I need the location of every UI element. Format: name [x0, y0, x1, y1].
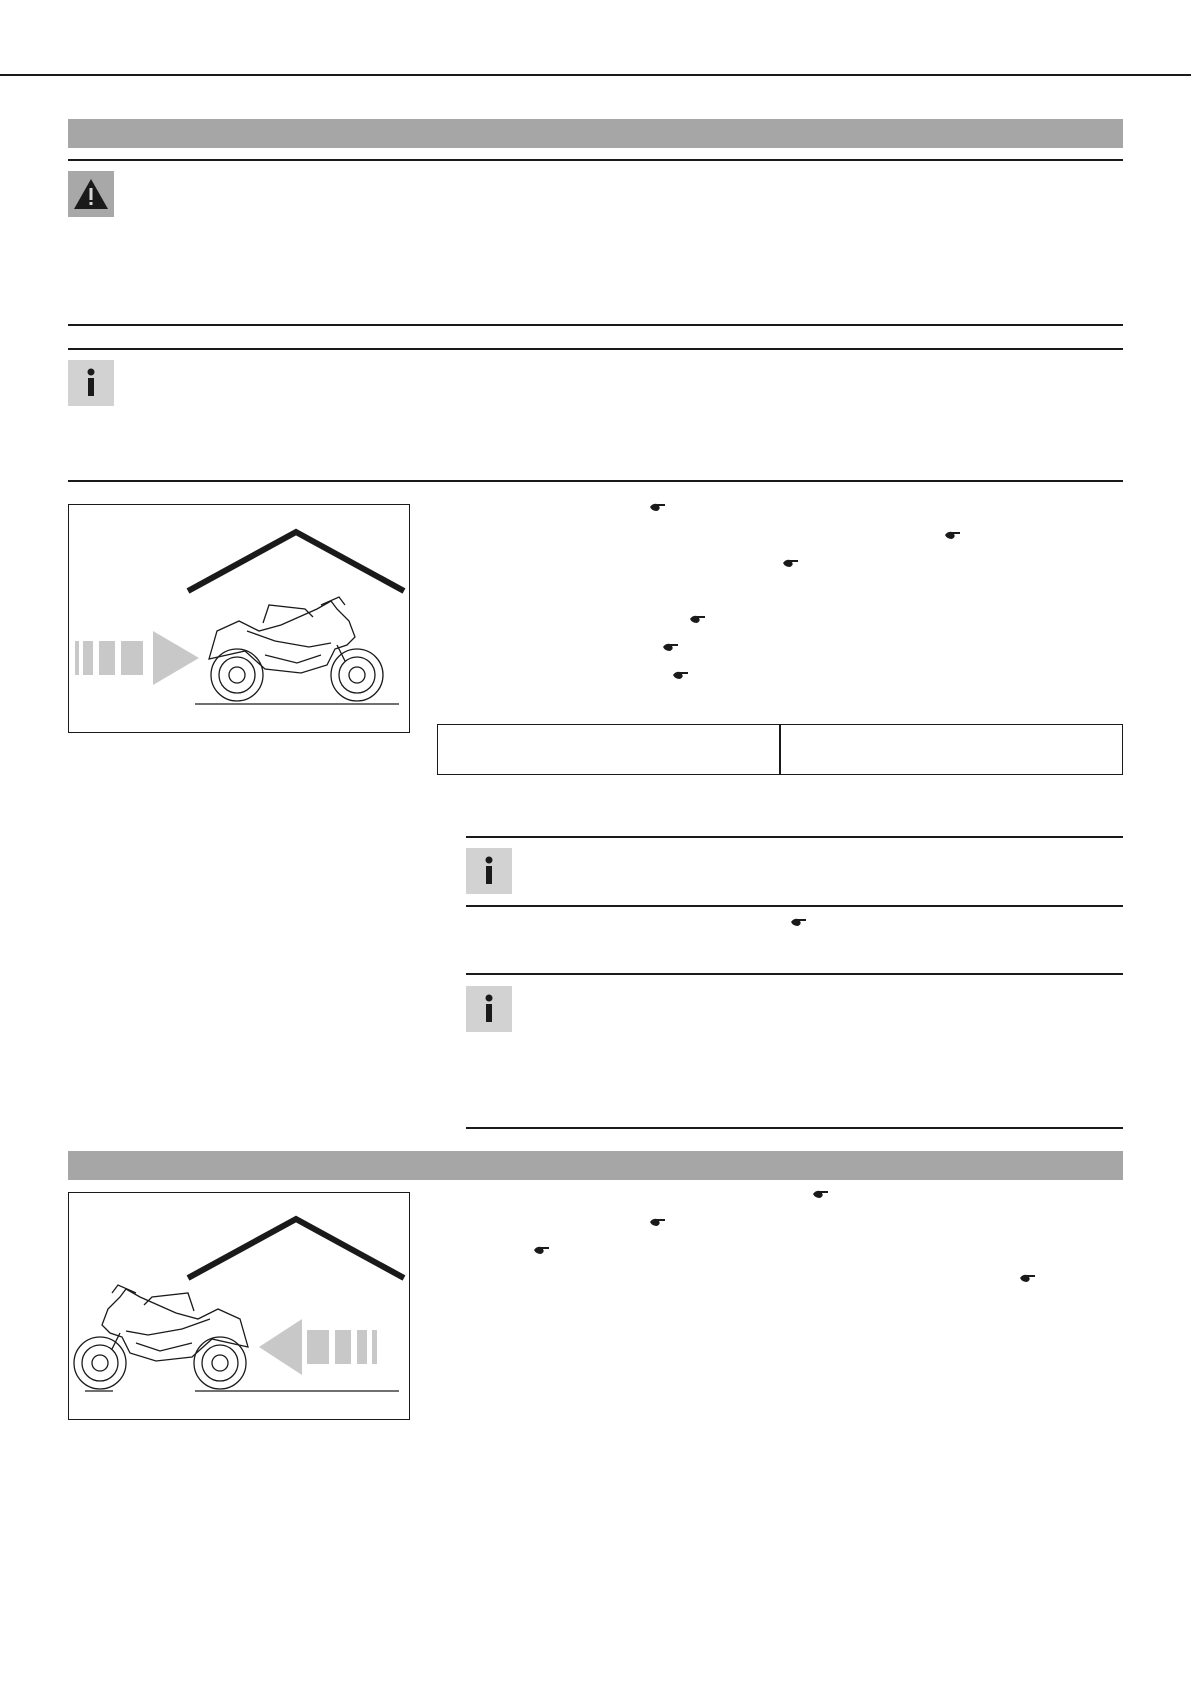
- divider: [466, 973, 1123, 975]
- atv-reverse-into-garage-illustration: [68, 1192, 410, 1420]
- divider: [466, 836, 1123, 838]
- pointing-hand-icon: [534, 1245, 550, 1255]
- divider: [68, 324, 1123, 326]
- pointing-hand-icon: [673, 670, 689, 680]
- pointing-hand-icon: [813, 1189, 829, 1199]
- pointing-hand-icon: [783, 558, 799, 568]
- atv-drive-into-garage-illustration: [68, 504, 410, 733]
- divider: [466, 905, 1123, 907]
- warning-triangle-icon: [68, 171, 114, 217]
- info-icon: [68, 360, 114, 406]
- pointing-hand-icon: [650, 1217, 666, 1227]
- info-icon: [466, 986, 512, 1032]
- info-box: [466, 986, 512, 1032]
- divider: [68, 348, 1123, 350]
- page-top-rule: [0, 74, 1191, 76]
- divider: [68, 480, 1123, 482]
- pointing-hand-icon: [1020, 1273, 1036, 1283]
- pointing-hand-icon: [690, 614, 706, 624]
- warning-box: [68, 171, 114, 217]
- pointing-hand-icon: [791, 917, 807, 927]
- section-header-bar: [68, 119, 1123, 148]
- info-box: [466, 848, 512, 894]
- table-cell-divider: [779, 725, 781, 774]
- pointing-hand-icon: [945, 530, 961, 540]
- pointing-hand-icon: [650, 502, 666, 512]
- pointing-hand-icon: [663, 642, 679, 652]
- section-header-bar: [68, 1151, 1123, 1180]
- spec-table: [437, 724, 1123, 775]
- divider: [68, 159, 1123, 161]
- info-box: [68, 360, 114, 406]
- divider: [466, 1127, 1123, 1129]
- info-icon: [466, 848, 512, 894]
